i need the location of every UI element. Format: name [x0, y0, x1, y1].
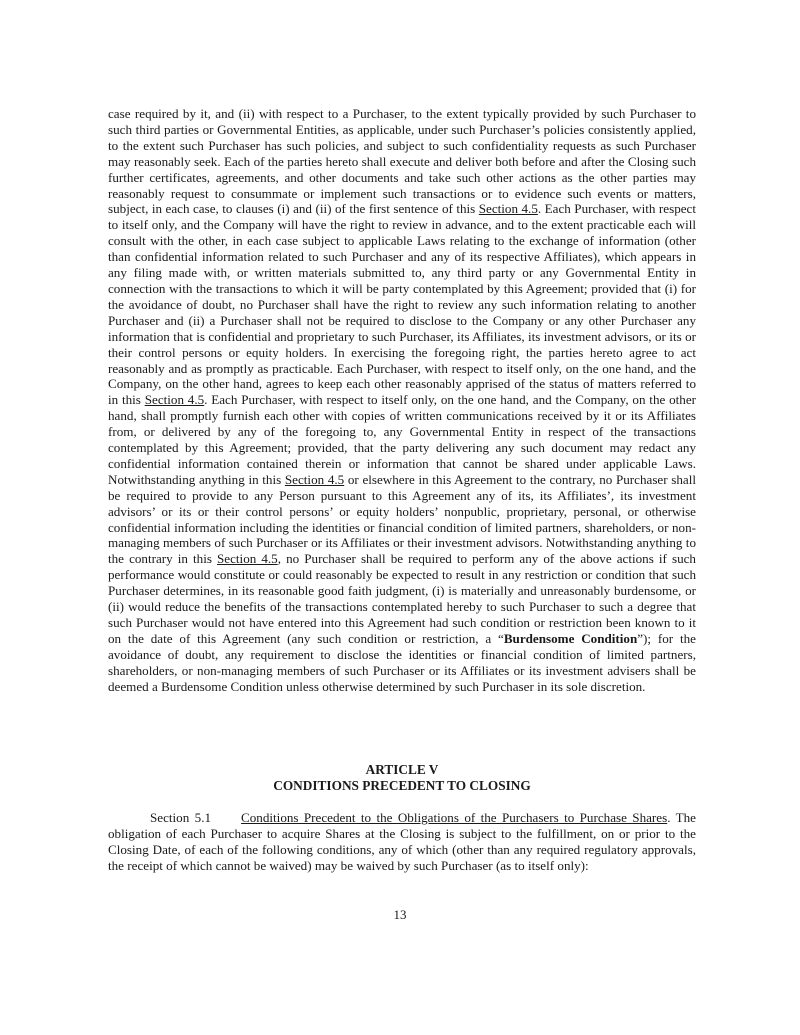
- page-number: 13: [393, 907, 407, 922]
- section-text: The obligation of each Purchaser to acquire Shares at the Closing is subject to the fulfillment, on or prior to the Closing Date, of each of the following conditions, any of which (other than any required regulatory approvals, the receipt of which cannot be waived) may be waived by such Purchaser (as to itself only):: [108, 810, 696, 873]
- paragraph-text-5: , no Purchaser shall be required to perform any of the above actions if such performance would constitute or could reasonably be expected to result in any restriction or condition that such Purchaser determines, in its reasonable good faith judgment, (i) is materially and unreasonably burdensome, or (ii) would reduce the benefits of the transactions contemplated hereby to such Purchaser to such a degree that such Purchaser would not have entered into this Agreement had such condition or restriction been known to it on the date of this Agreement (any such condition or restriction, a “: [108, 551, 696, 646]
- body-paragraph: [108, 106, 696, 695]
- paragraph-text-6: ”); for the avoidance of doubt, any requirement to disclose the identities or financial condition of limited partners, shareholders, or non-managing members of such Purchaser or its Affiliates or its investment advisers shall be deemed a Burdensome Condition unless otherwise determined by such Purchaser in its sole discretion.: [108, 630, 696, 694]
- article-title: CONDITIONS PRECEDENT TO CLOSING: [273, 778, 531, 793]
- paragraph-text-1: case required by it, and (ii) with respect to a Purchaser, to the extent typically provided by such Purchaser to such third parties or Governmental Entities, as applicable, under such Purchaser’s policies consistently applied, to the extent such Purchaser has such policies, and subject to such confidentiality requests as such Purchaser may reasonably seek. Each of the parties hereto shall execute and deliver both before and after the Closing such further certificates, agreements, and other documents and take such other actions as the other parties may reasonably request to consummate or implement such transactions or to evidence such events or matters, subject, in each case, to clauses (i) and (ii) of the first sentence of this: [108, 106, 696, 217]
- paragraph-text-2: . Each Purchaser, with respect to itself only, and the Company will have the right to review in advance, and to the extent practicable each will consult with the other, in each case subject to applicable Laws relating to the exchange of information (other than confidential information related to such Purchaser and any of its respective Affiliates), which appears in any filing made with, or written materials submitted to, any third party or any Governmental Entity in connection with the transactions to which it will be party contemplated by this Agreement; provided that (i) for the avoidance of doubt, no Purchaser shall have the right to review any such information relating to another Purchaser and (ii) a Purchaser shall not be required to disclose to the Company or any other Purchaser any information that is confidential and proprietary to such Purchaser, its Affiliates, its investment advisors, or its or their control persons or equity holders. In exercising the foregoing right, the parties hereto agree to act reasonably and as promptly as practicable. Each Purchaser, with respect to itself only, on the one hand, and the Company, on the other hand, agrees to keep each other reasonably apprised of the status of matters referred to in this: [108, 201, 696, 408]
- section-label: Section 5.1: [150, 810, 212, 825]
- defined-term: Burdensome Condition: [503, 630, 638, 646]
- section-reference: Section 4.5: [217, 551, 278, 567]
- paragraph-text-4: or elsewhere in this Agreement to the contrary, no Purchaser shall be required to provide to any Person pursuant to this Agreement any of its, its Affiliates’, its investment advisors’ or its or their control persons’ or equity holders’ nonpublic, proprietary, personal, or otherwise confidential information including the identities or financial condition of limited partners, shareholders, or non-managing members of such Purchaser or its Affiliates or their investment advisors. Notwithstanding anything to the contrary in this: [108, 471, 697, 567]
- section-heading-period: .: [667, 810, 671, 825]
- article-number: ARTICLE V: [365, 762, 439, 777]
- paragraph-text-3: . Each Purchaser, with respect to itself only, on the one hand, and the Company, on the other hand, shall promptly furnish each other with copies of written communications received by it or its Affiliates from, or delivered by any of the foregoing to, any Governmental Entity in respect of the transactions contemplated by this Agreement; provided, that the party delivering any such document may redact any confidential information contained therein or information that cannot be shared under applicable Laws. Notwithstanding anything in this: [108, 392, 697, 487]
- section-reference: Section 4.5: [284, 471, 345, 487]
- section-reference: Section 4.5: [478, 201, 538, 217]
- section-reference: Section 4.5: [144, 392, 205, 408]
- section-5-1: [108, 810, 696, 874]
- section-heading: Conditions Precedent to the Obligations of the Purchasers to Purchase Shares: [241, 810, 668, 825]
